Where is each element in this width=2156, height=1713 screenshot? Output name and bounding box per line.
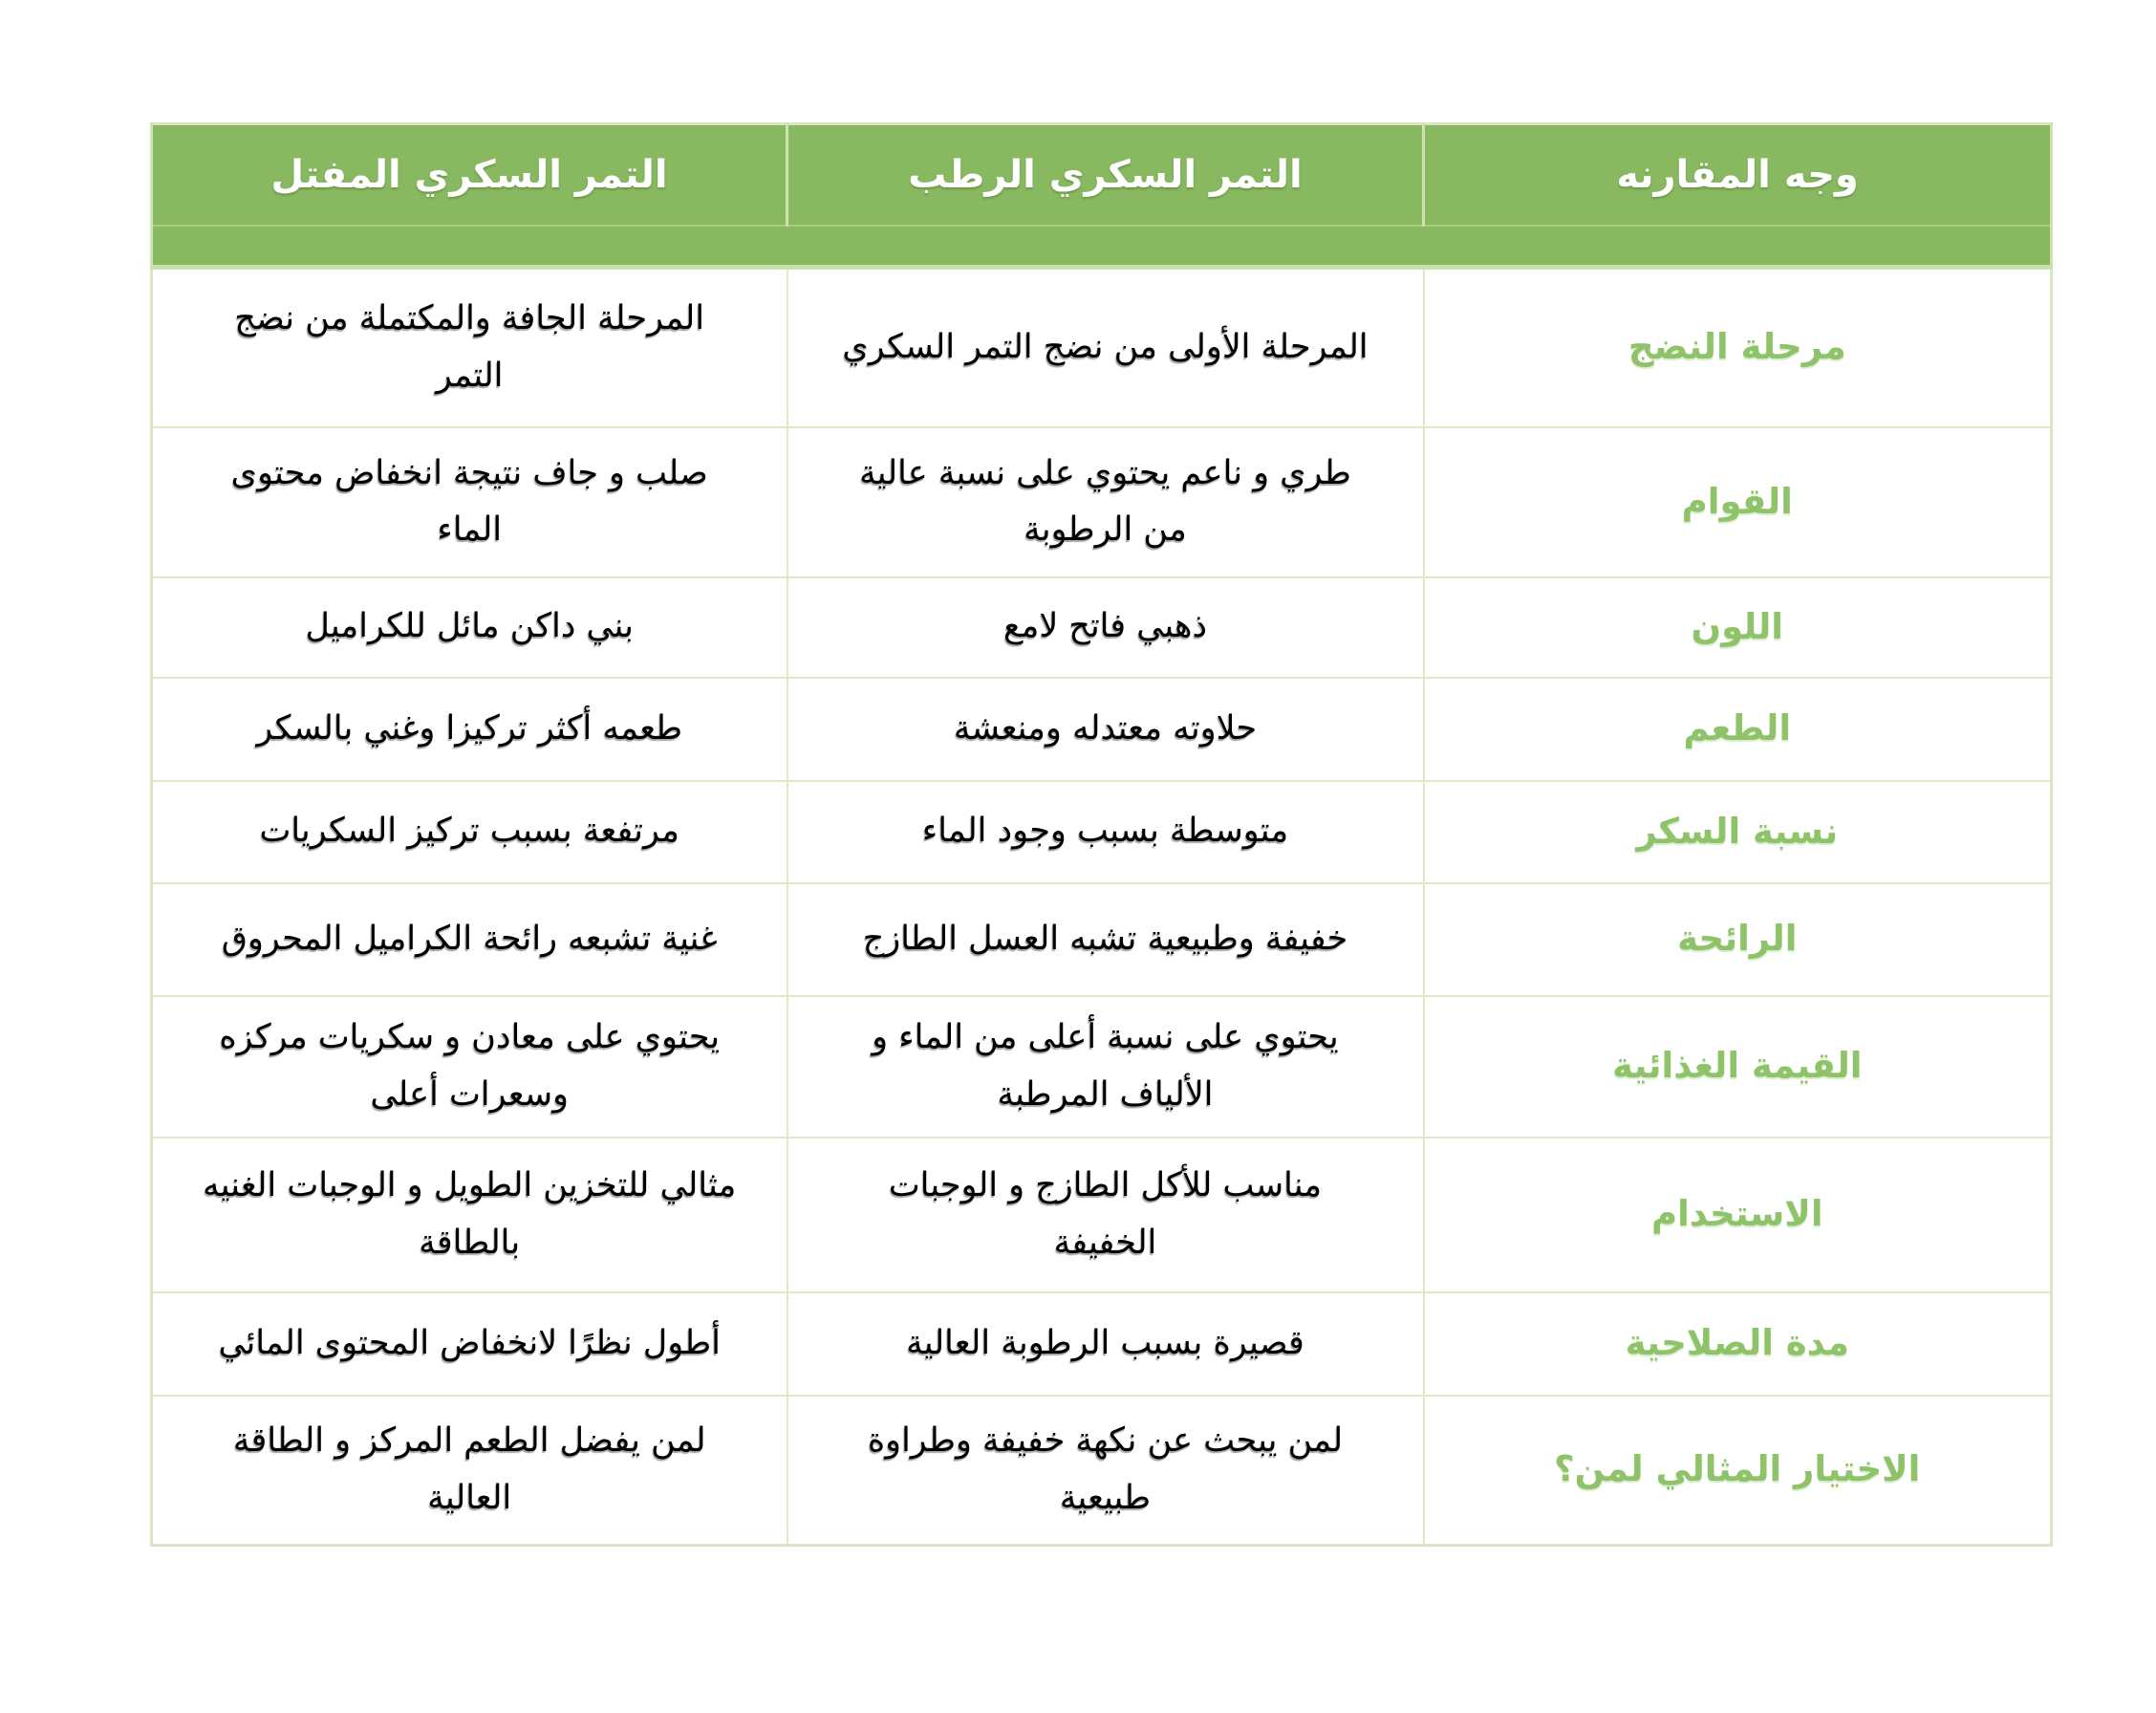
cell-muftal: غنية تشبعه رائحة الكراميل المحروق bbox=[152, 883, 787, 996]
header-spacer bbox=[152, 226, 2052, 268]
cell-aspect: مرحلة النضج bbox=[1424, 268, 2052, 427]
table-row bbox=[152, 883, 2052, 996]
table-row bbox=[152, 678, 2052, 781]
cell-aspect: الرائحة bbox=[1424, 883, 2052, 996]
table-row bbox=[152, 996, 2052, 1138]
header-rutab: التمر السكري الرطب bbox=[787, 124, 1424, 227]
cell-rutab: حلاوته معتدله ومنعشة bbox=[787, 678, 1424, 781]
cell-muftal: بني داكن مائل للكراميل bbox=[152, 577, 787, 678]
cell-muftal: المرحلة الجافة والمكتملة من نضج التمر bbox=[152, 268, 787, 427]
cell-muftal: يحتوي على معادن و سكريات مركزه وسعرات أعلى bbox=[152, 996, 787, 1138]
cell-aspect: الاختيار المثالي لمن؟ bbox=[1424, 1396, 2052, 1546]
cell-rutab: قصيرة بسبب الرطوبة العالية bbox=[787, 1292, 1424, 1396]
cell-rutab: يحتوي على نسبة أعلى من الماء و الألياف المرطبة bbox=[787, 996, 1424, 1138]
cell-rutab: متوسطة بسبب وجود الماء bbox=[787, 781, 1424, 883]
table-row bbox=[152, 781, 2052, 883]
table-row bbox=[152, 1292, 2052, 1396]
cell-muftal: أطول نظرًا لانخفاض المحتوى المائي bbox=[152, 1292, 787, 1396]
table-row bbox=[152, 427, 2052, 577]
header-row bbox=[152, 124, 2052, 227]
cell-rutab: خفيفة وطبيعية تشبه العسل الطازج bbox=[787, 883, 1424, 996]
table-row bbox=[152, 1396, 2052, 1546]
cell-muftal: مرتفعة بسبب تركيز السكريات bbox=[152, 781, 787, 883]
cell-rutab: ذهبي فاتح لامع bbox=[787, 577, 1424, 678]
cell-muftal: طعمه أكثر تركيزا وغني بالسكر bbox=[152, 678, 787, 781]
cell-aspect: القيمة الغذائية bbox=[1424, 996, 2052, 1138]
cell-muftal: لمن يفضل الطعم المركز و الطاقة العالية bbox=[152, 1396, 787, 1546]
cell-aspect: القوام bbox=[1424, 427, 2052, 577]
header-aspect: وجه المقارنه bbox=[1424, 124, 2052, 227]
cell-rutab: لمن يبحث عن نكهة خفيفة وطراوة طبيعية bbox=[787, 1396, 1424, 1546]
cell-aspect: نسبة السكر bbox=[1424, 781, 2052, 883]
cell-aspect: الطعم bbox=[1424, 678, 2052, 781]
cell-rutab: طري و ناعم يحتوي على نسبة عالية من الرطوبة bbox=[787, 427, 1424, 577]
table-row bbox=[152, 577, 2052, 678]
cell-aspect: مدة الصلاحية bbox=[1424, 1292, 2052, 1396]
table-row bbox=[152, 1138, 2052, 1292]
cell-aspect: الاستخدام bbox=[1424, 1138, 2052, 1292]
cell-muftal: مثالي للتخزين الطويل و الوجبات الغنيه بالطاقة bbox=[152, 1138, 787, 1292]
cell-rutab: المرحلة الأولى من نضج التمر السكري bbox=[787, 268, 1424, 427]
cell-muftal: صلب و جاف نتيجة انخفاض محتوى الماء bbox=[152, 427, 787, 577]
header-muftal: التمر السكري المفتل bbox=[152, 124, 787, 227]
header-spacer-row bbox=[152, 226, 2052, 268]
cell-aspect: اللون bbox=[1424, 577, 2052, 678]
comparison-table bbox=[150, 122, 2053, 1547]
table-row bbox=[152, 268, 2052, 427]
cell-rutab: مناسب للأكل الطازج و الوجبات الخفيفة bbox=[787, 1138, 1424, 1292]
